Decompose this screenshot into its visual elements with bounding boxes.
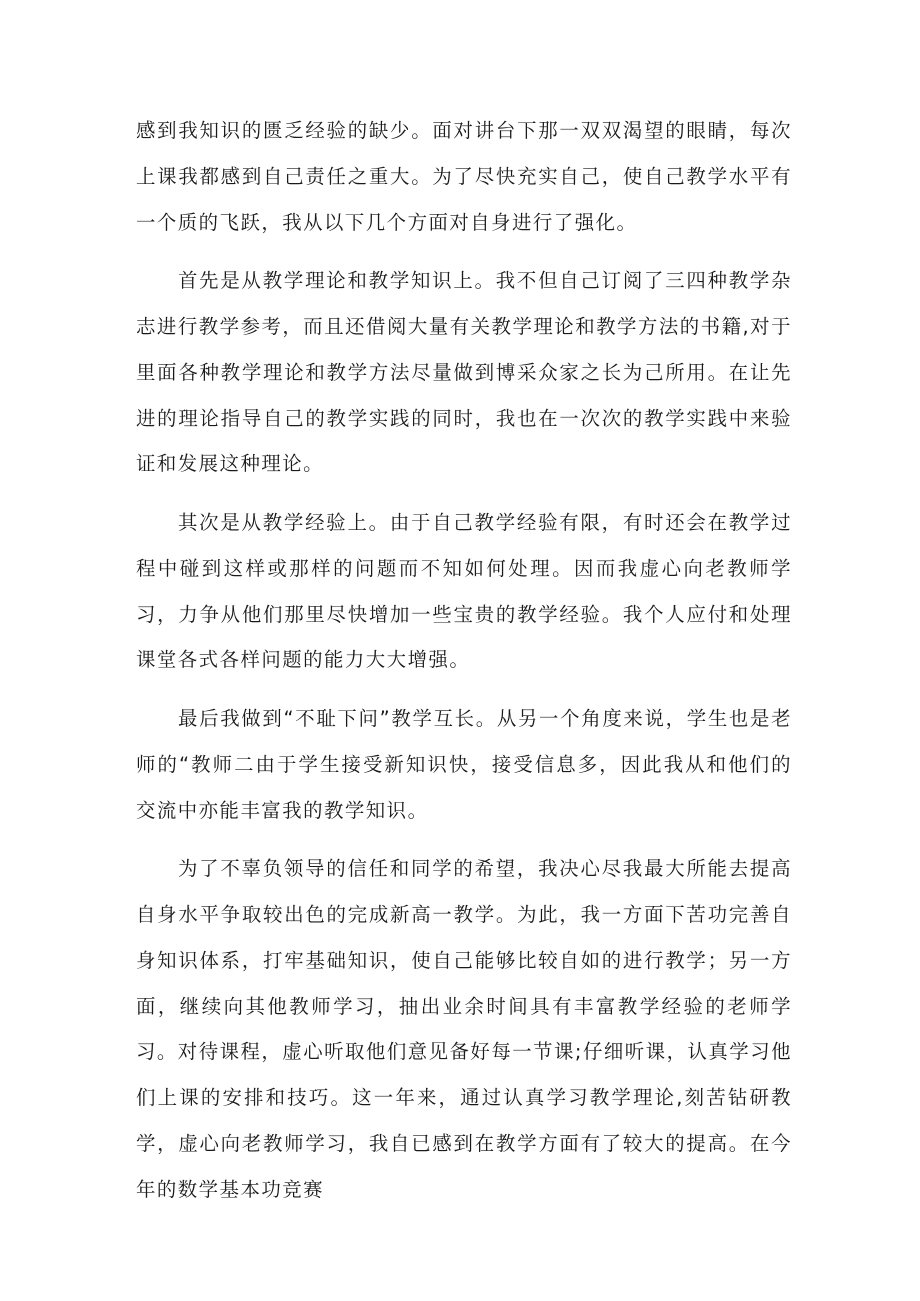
paragraph-1: 感到我知识的匮乏经验的缺少。面对讲台下那一双双渴望的眼睛，每次上课我都感到自己责任之重大。为了尽快充实自己，使自己教学水平有一个质的飞跃，我从以下几个方面对自身进行了强化。 xyxy=(136,119,792,234)
paragraph-5: 为了不辜负领导的信任和同学的希望，我决心尽我最大所能去提高自身水平争取较出色的完成新高一教学。为此，我一方面下苦功完善自身知识体系，打牢基础知识，使自己能够比较自如的进行教学；另一方面，继续向其他教师学习，抽出业余时间具有丰富教学经验的老师学习。对待课程，虚心听取他们意见备好每一节课;仔细听课，认真学习他们上课的安排和技巧。这一年来，通过认真学习教学理论,刻苦钻研教学，虚心向老教师学习，我自已感到在教学方面有了较大的提高。在今年的数学基本功竞赛 xyxy=(136,857,792,1201)
paragraph-2: 首先是从教学理论和教学知识上。我不但自己订阅了三四种教学杂志进行教学参考，而且还借阅大量有关教学理论和教学方法的书籍,对于里面各种教学理论和教学方法尽量做到博采众家之长为己所用。在让先进的理论指导自己的教学实践的同时，我也在一次次的教学实践中来验证和发展这种理论。 xyxy=(136,269,792,476)
document-body xyxy=(136,108,792,1225)
paragraph-4: 最后我做到“不耻下问”教学互长。从另一个角度来说，学生也是老师的“教师二由于学生接受新知识快，接受信息多，因此我从和他们的交流中亦能丰富我的教学知识。 xyxy=(136,706,792,822)
paragraph-3: 其次是从教学经验上。由于自己教学经验有限，有时还会在教学过程中碰到这样或那样的问题而不知如何处理。因而我虚心向老教师学习，力争从他们那里尽快增加一些宝贵的教学经验。我个人应付和处理课堂各式各样问题的能力大大增强。 xyxy=(136,510,792,672)
